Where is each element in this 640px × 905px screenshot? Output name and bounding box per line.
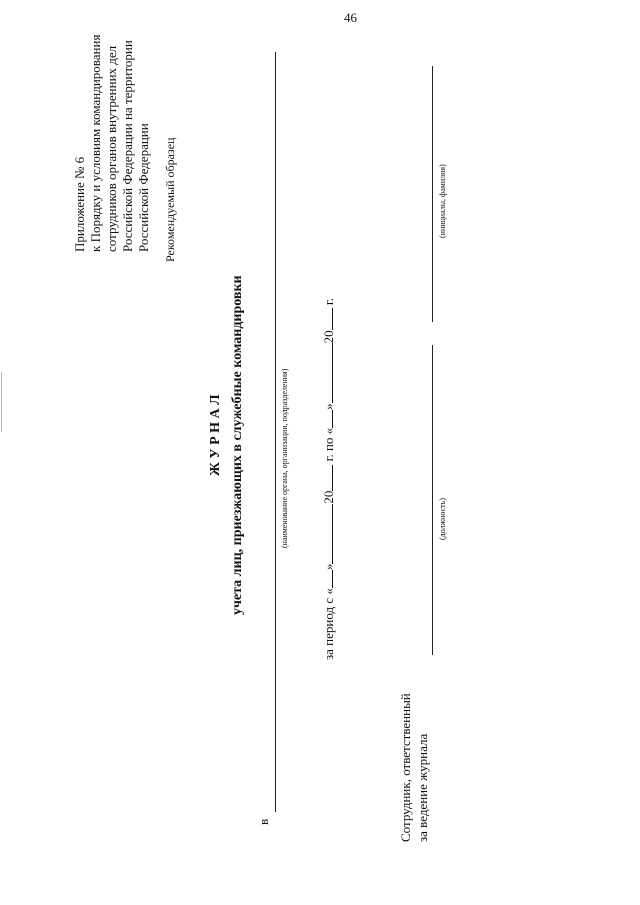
period-prefix: за период с « — [321, 588, 336, 660]
appendix-line-3: сотрудников органов внутренних дел — [104, 45, 119, 252]
responsible-label-2: за ведение журнала — [415, 733, 430, 842]
period-suffix: г. — [321, 297, 336, 306]
period-day-from[interactable] — [320, 570, 333, 588]
name-line[interactable] — [432, 66, 433, 322]
period-q1: » — [321, 563, 336, 571]
appendix-line-5: Российской Федерации — [136, 123, 151, 252]
position-hint: (должность) — [438, 498, 447, 540]
period-month-from[interactable] — [320, 504, 333, 564]
appendix-line-4: Российской Федерации на территории — [120, 40, 135, 252]
appendix-line-1: Приложение № 6 — [72, 156, 87, 252]
period-to: г. по « — [321, 427, 336, 462]
appendix-line-2: к Порядку и условиям командирования — [88, 34, 103, 252]
period-year-from: 20 — [321, 490, 336, 504]
responsible-label-1: Сотрудник, ответственный — [398, 693, 413, 842]
period-q2: » — [321, 403, 336, 410]
scan-edge-mark — [1, 372, 2, 432]
period-line — [320, 298, 337, 660]
organization-line[interactable] — [275, 52, 276, 812]
in-prefix: в — [256, 818, 271, 825]
organization-hint: (наименование органа, организации, подразделения) — [280, 368, 289, 548]
sample-label: Рекомендуемый образец — [163, 137, 177, 262]
period-day-to[interactable] — [320, 410, 333, 428]
journal-title: Ж У Р Н А Л — [208, 394, 223, 476]
period-year-to-blank[interactable] — [320, 308, 333, 330]
period-year-from-blank[interactable] — [320, 465, 333, 491]
position-line[interactable] — [432, 345, 433, 655]
journal-subtitle: учета лиц, приезжающих в служебные командировки — [230, 275, 245, 615]
period-year-to: 20 — [321, 330, 336, 344]
name-hint: (инициалы, фамилия) — [438, 164, 447, 238]
page-number: 46 — [344, 10, 357, 25]
period-month-to[interactable] — [320, 343, 333, 403]
appendix-header — [72, 35, 152, 252]
